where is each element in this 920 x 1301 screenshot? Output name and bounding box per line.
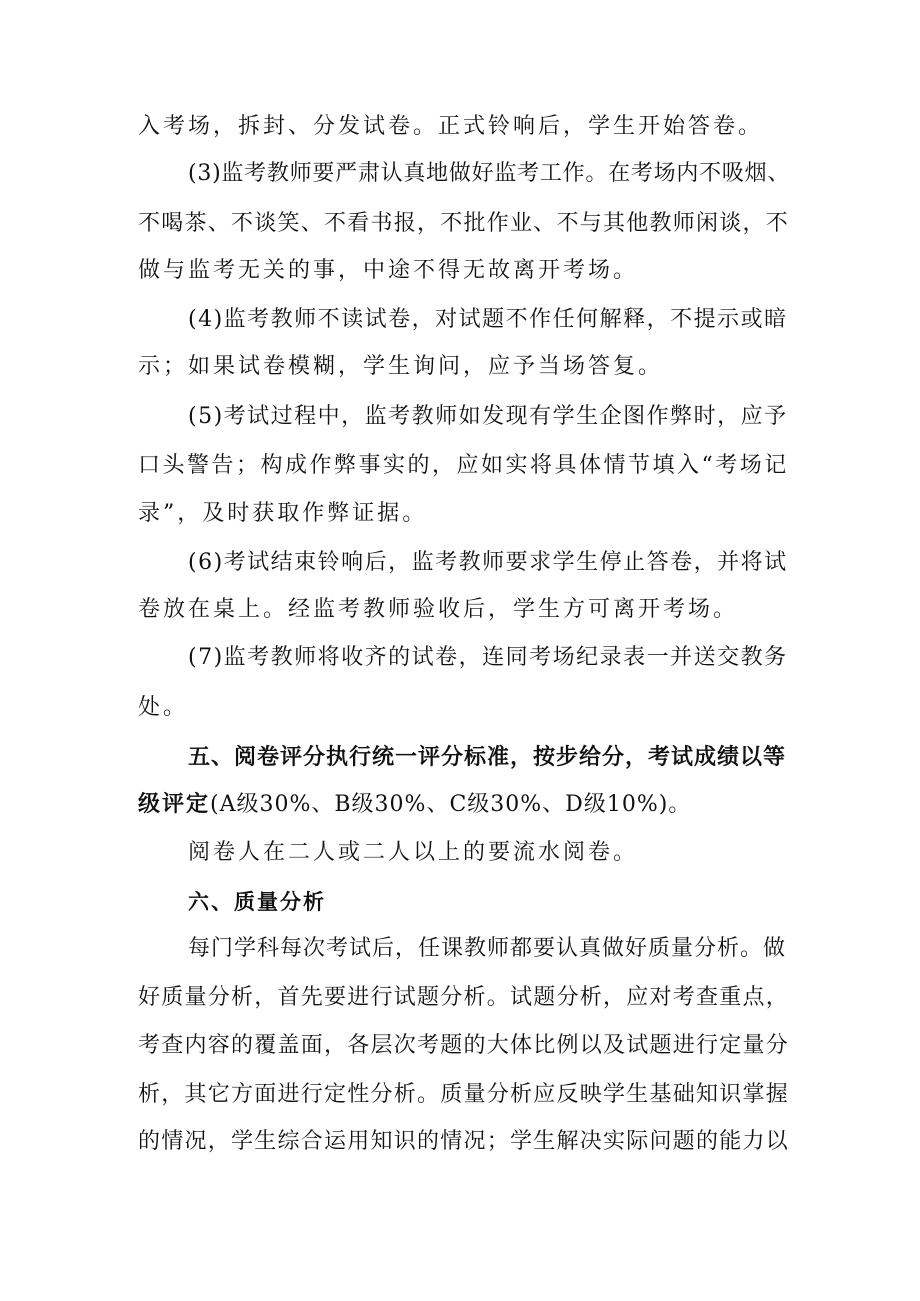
section-5-bold-text: 级评定	[138, 792, 211, 817]
text-line: (5)考试过程中，监考教师如发现有学生企图作弊时，应予	[188, 404, 788, 429]
text-line: (4)监考教师不读试卷，对试题不作任何解释，不提示或暗	[188, 307, 788, 332]
text-line: 不喝茶、不谈笑、不看书报，不批作业、不与其他教师闲谈，不	[138, 211, 790, 236]
section-5-heading-continued	[138, 790, 691, 820]
text-line: 做与监考无关的事，中途不得无故离开考场。	[138, 258, 639, 283]
grade-ratio-text: (A级30%、B级30%、C级30%、D级10%)。	[210, 792, 692, 817]
text-line: 考查内容的覆盖面，各层次考题的大体比例以及试题进行定量分	[138, 1033, 790, 1058]
text-line: (6)考试结束铃响后，监考教师要求学生停止答卷，并将试	[188, 550, 788, 575]
section-5-heading: 五、阅卷评分执行统一评分标准，按步给分，考试成绩以等	[188, 745, 787, 770]
text-line: 析，其它方面进行定性分析。质量分析应反映学生基础知识掌握	[138, 1082, 790, 1107]
section-6-heading: 六、质量分析	[188, 890, 326, 914]
text-line: 好质量分析，首先要进行试题分析。试题分析，应对考查重点，	[138, 985, 790, 1010]
text-line: 入考场，拆封、分发试卷。正式铃响后，学生开始答卷。	[138, 114, 764, 139]
text-line: (3)监考教师要严肃认真地做好监考工作。在考场内不吸烟、	[188, 161, 791, 186]
text-line: 录”，及时获取作弊证据。	[138, 501, 428, 526]
text-line: 卷放在桌上。经监考教师验收后，学生方可离开考场。	[138, 597, 739, 622]
text-line: 处。	[138, 695, 189, 720]
text-line: 每门学科每次考试后，任课教师都要认真做好质量分析。做	[188, 936, 787, 961]
text-line: 的情况，学生综合运用知识的情况；学生解决实际问题的能力以	[138, 1129, 790, 1154]
text-line: (7)监考教师将收齐的试卷，连同考场纪录表一并送交教务	[188, 645, 788, 670]
section-5-note: 阅卷人在二人或二人以上的要流水阅卷。	[188, 840, 639, 865]
text-line: 口头警告；构成作弊事实的，应如实将具体情节填入“考场记	[138, 453, 789, 478]
text-line: 示；如果试卷模糊，学生询问，应予当场答复。	[138, 354, 664, 379]
